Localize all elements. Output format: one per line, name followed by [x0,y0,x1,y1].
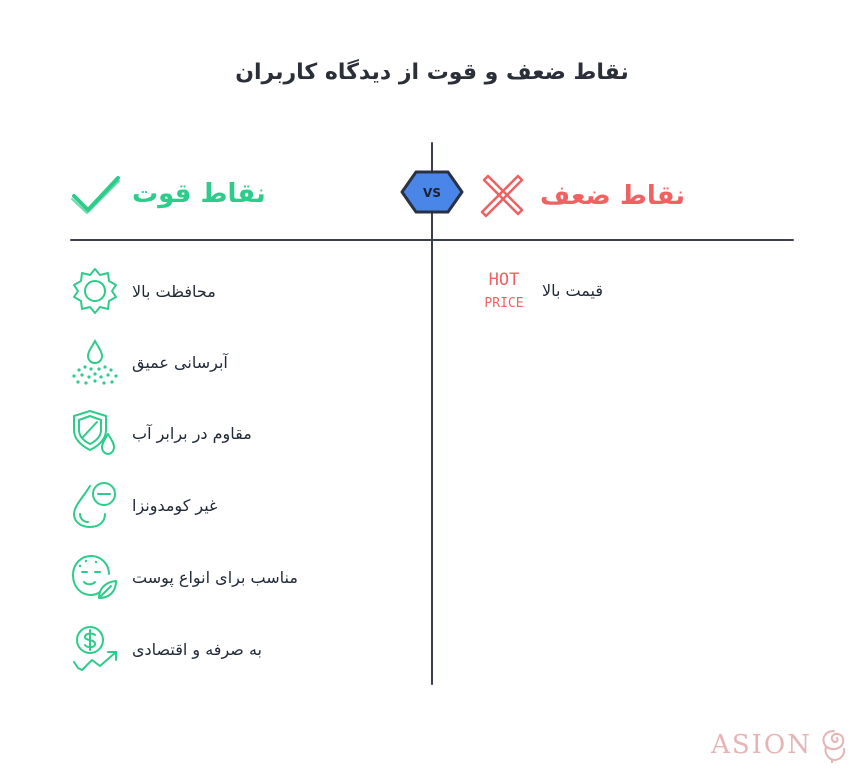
pros-item-label: به صرفه و اقتصادی [132,639,262,659]
vertical-divider [431,142,433,685]
rose-logo-icon [818,727,850,763]
cons-heading [478,172,685,220]
vs-badge [398,166,466,218]
pros-item-label: مقاوم در برابر آب [132,423,252,443]
cons-heading-label: نقاط ضعف [540,181,686,211]
horizontal-divider [70,239,794,241]
pros-item-economical [70,624,262,674]
pros-item-label: محافظت بالا [132,281,216,301]
pros-item-non-comedogenic [70,480,217,530]
sun-icon [70,266,120,316]
pros-heading-label: نقاط قوت [132,179,266,209]
pros-heading [70,172,266,216]
hot-price-icon-text-2: PRICE [484,296,524,311]
watermark [711,727,850,763]
cons-item-label: قیمت بالا [542,280,603,300]
pros-item-label: غیر کومدونزا [132,495,218,515]
water-spray-icon [70,337,120,387]
pros-item-protection [70,266,216,316]
vs-label: VS [423,186,441,200]
pros-item-label: آبرسانی عمیق [132,352,228,372]
pros-item-label: مناسب برای انواع پوست [132,567,298,587]
dollar-growth-icon [70,624,120,674]
checkmark-icon [70,172,122,216]
pros-item-hydration [70,337,228,387]
cons-item-high-price [478,265,603,315]
hot-price-icon [478,265,530,315]
face-leaf-icon [70,552,120,602]
shield-drop-icon [70,408,120,458]
page-title: نقاط ضعف و قوت از دیدگاه کاربران [235,60,629,85]
pros-item-water-resistant [70,408,252,458]
hot-price-icon-text-1: HOT [488,270,520,290]
drop-minus-icon [70,480,120,530]
watermark-text: ASION [711,730,812,760]
pros-item-all-skin-types [70,552,298,602]
close-icon [478,172,526,220]
